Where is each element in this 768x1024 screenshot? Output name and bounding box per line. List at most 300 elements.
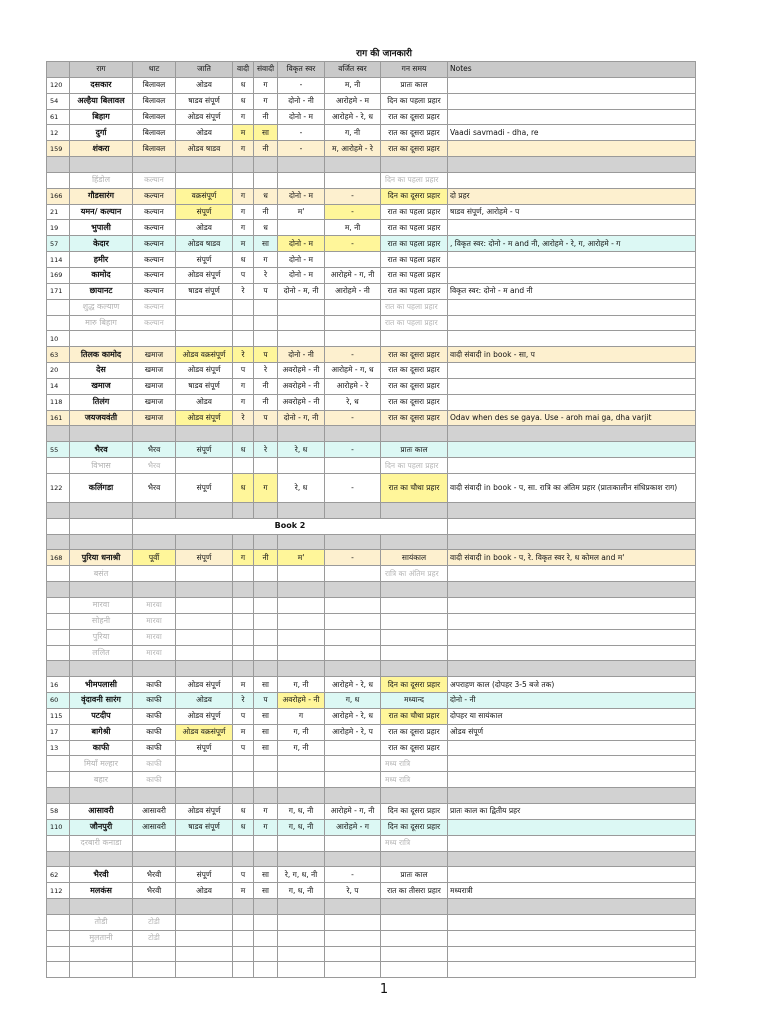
cell-raag <box>70 518 133 534</box>
cell-samvaadi: ग <box>254 77 278 93</box>
cell-varjit-swar: - <box>325 442 381 458</box>
cell-number <box>47 629 70 645</box>
cell-vikrit-swar: ग, नी <box>278 724 325 740</box>
cell-thaat <box>133 582 176 598</box>
cell-thaat: कल्यान <box>133 172 176 188</box>
cell-vaadi <box>233 315 254 331</box>
cell-varjit-swar: आरोहमे - रे, ध <box>325 109 381 125</box>
cell-jaati <box>176 157 233 173</box>
cell-vikrit-swar: अवरोहमे - नी <box>278 363 325 379</box>
cell-vaadi <box>233 788 254 804</box>
cell-notes: मध्यरात्री <box>448 883 696 899</box>
cell-varjit-swar <box>325 582 381 598</box>
cell-thaat <box>133 566 176 582</box>
cell-varjit-swar: रे, ध <box>325 394 381 410</box>
raag-table <box>46 61 696 978</box>
cell-gaan-samay <box>381 426 448 442</box>
cell-vikrit-swar <box>278 426 325 442</box>
table-row <box>47 109 696 125</box>
cell-samvaadi <box>254 629 278 645</box>
cell-jaati <box>176 899 233 915</box>
cell-varjit-swar <box>325 914 381 930</box>
cell-jaati <box>176 645 233 661</box>
cell-jaati <box>176 299 233 315</box>
cell-raag <box>70 788 133 804</box>
cell-thaat: बिलावल <box>133 141 176 157</box>
cell-number: 122 <box>47 473 70 502</box>
table-row <box>47 442 696 458</box>
cell-vikrit-swar <box>278 914 325 930</box>
cell-jaati: ओडव षाडव <box>176 236 233 252</box>
header-cell-number <box>47 62 70 78</box>
cell-raag: हमीर <box>70 252 133 268</box>
cell-vikrit-swar <box>278 962 325 978</box>
cell-number <box>47 772 70 788</box>
cell-jaati <box>176 582 233 598</box>
table-row <box>47 772 696 788</box>
cell-notes: दोपहर या सायंकाल <box>448 708 696 724</box>
header-cell-raag: राग <box>70 62 133 78</box>
cell-vaadi: रे <box>233 283 254 299</box>
cell-raag: कामोद <box>70 267 133 283</box>
cell-vikrit-swar: दोनो - म <box>278 109 325 125</box>
cell-gaan-samay <box>381 946 448 962</box>
cell-thaat: बिलावल <box>133 109 176 125</box>
cell-varjit-swar <box>325 299 381 315</box>
cell-jaati <box>176 458 233 474</box>
cell-raag: हिंडोल <box>70 172 133 188</box>
cell-raag <box>70 851 133 867</box>
cell-vaadi <box>233 172 254 188</box>
cell-number <box>47 645 70 661</box>
cell-jaati <box>176 772 233 788</box>
cell-vikrit-swar: - <box>278 77 325 93</box>
cell-samvaadi <box>254 299 278 315</box>
cell-gaan-samay: दिन का दूसरा प्रहार <box>381 677 448 693</box>
cell-vaadi: प <box>233 267 254 283</box>
cell-varjit-swar <box>325 946 381 962</box>
cell-number: 12 <box>47 125 70 141</box>
cell-number: 161 <box>47 410 70 426</box>
table-row <box>47 819 696 835</box>
cell-vaadi: ग <box>233 204 254 220</box>
cell-gaan-samay: मध्य रात्रि <box>381 835 448 851</box>
table-row <box>47 299 696 315</box>
cell-notes <box>448 914 696 930</box>
cell-jaati: संपूर्ण <box>176 867 233 883</box>
cell-vaadi: प <box>233 363 254 379</box>
cell-varjit-swar: आरोहमे - ग <box>325 819 381 835</box>
cell-number: 21 <box>47 204 70 220</box>
cell-thaat: खमाज <box>133 378 176 394</box>
table-row <box>47 315 696 331</box>
cell-samvaadi <box>254 172 278 188</box>
cell-raag: मारवा <box>70 598 133 614</box>
table-row <box>47 125 696 141</box>
cell-varjit-swar: - <box>325 410 381 426</box>
cell-jaati <box>176 914 233 930</box>
cell-vikrit-swar: दोनो - नी <box>278 347 325 363</box>
cell-jaati <box>176 629 233 645</box>
cell-gaan-samay: रात का दूसरा प्रहार <box>381 740 448 756</box>
cell-gaan-samay <box>381 962 448 978</box>
cell-varjit-swar <box>325 458 381 474</box>
cell-gaan-samay: दिन का दूसरा प्रहार <box>381 188 448 204</box>
cell-jaati: ओडव वक्रसंपूर्ण <box>176 724 233 740</box>
cell-raag: पटदीप <box>70 708 133 724</box>
cell-gaan-samay <box>381 899 448 915</box>
cell-varjit-swar: आरोहमे - रे, प <box>325 724 381 740</box>
cell-number: 169 <box>47 267 70 283</box>
cell-notes <box>448 867 696 883</box>
cell-vaadi: प <box>233 740 254 756</box>
cell-vaadi <box>233 458 254 474</box>
cell-vikrit-swar <box>278 582 325 598</box>
cell-gaan-samay <box>381 502 448 518</box>
cell-notes: वादी संवादी in book - सा, प <box>448 347 696 363</box>
cell-number: 16 <box>47 677 70 693</box>
cell-notes <box>448 252 696 268</box>
cell-thaat: खमाज <box>133 363 176 379</box>
table-row <box>47 550 696 566</box>
cell-jaati <box>176 661 233 677</box>
cell-raag: कलिंगडा <box>70 473 133 502</box>
table-row <box>47 867 696 883</box>
cell-thaat: कल्यान <box>133 236 176 252</box>
cell-thaat: कल्यान <box>133 315 176 331</box>
cell-samvaadi <box>254 613 278 629</box>
cell-vikrit-swar: दोनो - म <box>278 236 325 252</box>
cell-notes <box>448 157 696 173</box>
cell-vikrit-swar <box>278 299 325 315</box>
cell-raag: विभास <box>70 458 133 474</box>
cell-jaati: ओडव <box>176 220 233 236</box>
cell-thaat: काफी <box>133 724 176 740</box>
table-row <box>47 930 696 946</box>
cell-jaati <box>176 315 233 331</box>
cell-raag: शंकरा <box>70 141 133 157</box>
cell-number <box>47 661 70 677</box>
cell-vikrit-swar <box>278 756 325 772</box>
cell-samvaadi <box>254 962 278 978</box>
cell-varjit-swar <box>325 645 381 661</box>
cell-gaan-samay: मध्य रात्रि <box>381 756 448 772</box>
cell-thaat <box>133 426 176 442</box>
cell-raag: छायानट <box>70 283 133 299</box>
cell-varjit-swar: आरोहमे - रे, ध <box>325 708 381 724</box>
cell-gaan-samay: रात का दूसरा प्रहार <box>381 109 448 125</box>
cell-notes: दो प्रहर <box>448 188 696 204</box>
cell-jaati: ओडव <box>176 77 233 93</box>
cell-thaat: काफी <box>133 740 176 756</box>
cell-number: 115 <box>47 708 70 724</box>
cell-number: 171 <box>47 283 70 299</box>
cell-gaan-samay: दिन का पहला प्रहार <box>381 172 448 188</box>
cell-notes <box>448 582 696 598</box>
cell-vikrit-swar: अवरोहमे - नी <box>278 378 325 394</box>
cell-varjit-swar: आरोहमे - ग, नी <box>325 803 381 819</box>
page-number: 1 <box>379 982 389 997</box>
cell-number <box>47 172 70 188</box>
cell-thaat: कल्यान <box>133 188 176 204</box>
cell-varjit-swar: आरोहमे - ग, नी <box>325 267 381 283</box>
cell-number: 13 <box>47 740 70 756</box>
cell-vikrit-swar <box>278 835 325 851</box>
cell-number: 166 <box>47 188 70 204</box>
cell-vaadi <box>233 426 254 442</box>
table-row <box>47 347 696 363</box>
cell-vikrit-swar: रे, ध <box>278 442 325 458</box>
cell-thaat: कल्यान <box>133 204 176 220</box>
cell-raag: वृंदावनी सारंग <box>70 693 133 709</box>
cell-varjit-swar: ग, नी <box>325 125 381 141</box>
cell-notes <box>448 93 696 109</box>
cell-raag: सोहनी <box>70 613 133 629</box>
cell-jaati: ओडव संपूर्ण <box>176 803 233 819</box>
table-row <box>47 394 696 410</box>
cell-notes <box>448 962 696 978</box>
separator-row <box>47 788 696 804</box>
cell-thaat: कल्यान <box>133 252 176 268</box>
cell-jaati <box>176 172 233 188</box>
cell-notes <box>448 819 696 835</box>
cell-gaan-samay: प्रातः काल <box>381 867 448 883</box>
cell-notes <box>448 363 696 379</box>
table-row <box>47 172 696 188</box>
cell-notes <box>448 299 696 315</box>
table-row <box>47 677 696 693</box>
table-row <box>47 883 696 899</box>
cell-vikrit-swar <box>278 613 325 629</box>
cell-number: 63 <box>47 347 70 363</box>
cell-vaadi <box>233 613 254 629</box>
cell-raag: पुरिया <box>70 629 133 645</box>
cell-samvaadi <box>254 851 278 867</box>
cell-jaati: ओडव संपूर्ण <box>176 267 233 283</box>
cell-thaat <box>133 502 176 518</box>
cell-notes <box>448 661 696 677</box>
header-cell-samvaadi: संवादी <box>254 62 278 78</box>
cell-varjit-swar <box>325 613 381 629</box>
separator-row <box>47 582 696 598</box>
cell-gaan-samay <box>381 661 448 677</box>
cell-vikrit-swar <box>278 566 325 582</box>
table-row <box>47 378 696 394</box>
cell-raag: आसावरी <box>70 803 133 819</box>
separator-row <box>47 851 696 867</box>
cell-jaati: ओडव <box>176 883 233 899</box>
cell-thaat: मारवा <box>133 629 176 645</box>
cell-vikrit-swar: ग, नी <box>278 677 325 693</box>
cell-gaan-samay: मध्य रात्रि <box>381 772 448 788</box>
cell-number <box>47 598 70 614</box>
cell-number <box>47 518 70 534</box>
cell-jaati <box>176 534 233 550</box>
cell-gaan-samay: दिन का दूसरा प्रहार <box>381 819 448 835</box>
cell-vikrit-swar: ग, ध, नी <box>278 883 325 899</box>
cell-samvaadi: नी <box>254 204 278 220</box>
cell-samvaadi <box>254 946 278 962</box>
cell-vikrit-swar <box>278 661 325 677</box>
cell-thaat: कल्यान <box>133 267 176 283</box>
cell-jaati <box>176 613 233 629</box>
cell-notes: अपराहण काल (दोपहर 3-5 बजे तक) <box>448 677 696 693</box>
cell-varjit-swar <box>325 661 381 677</box>
cell-samvaadi <box>254 566 278 582</box>
cell-jaati: ओडव संपूर्ण <box>176 677 233 693</box>
cell-raag: शुद्ध कल्याण <box>70 299 133 315</box>
cell-notes <box>448 645 696 661</box>
separator-row <box>47 534 696 550</box>
cell-vikrit-swar: रे, ग, ध, नी <box>278 867 325 883</box>
cell-notes: , विकृत स्वर: दोनो - म and नी, आरोहमे - रे, ग, आरोहमे - ग <box>448 236 696 252</box>
cell-number: 114 <box>47 252 70 268</box>
cell-thaat: खमाज <box>133 347 176 363</box>
cell-varjit-swar <box>325 534 381 550</box>
cell-samvaadi <box>254 582 278 598</box>
cell-samvaadi: प <box>254 693 278 709</box>
cell-gaan-samay <box>381 914 448 930</box>
cell-thaat: टोडी <box>133 930 176 946</box>
cell-vikrit-swar: - <box>278 141 325 157</box>
cell-jaati: ओडव षाडव <box>176 141 233 157</box>
cell-raag: भीमपलासी <box>70 677 133 693</box>
cell-jaati: ओडव संपूर्ण <box>176 708 233 724</box>
cell-notes <box>448 629 696 645</box>
cell-thaat: काफी <box>133 772 176 788</box>
cell-raag: ललित <box>70 645 133 661</box>
cell-gaan-samay: रात का पहला प्रहार <box>381 236 448 252</box>
table-row <box>47 141 696 157</box>
table-row <box>47 220 696 236</box>
cell-gaan-samay: रात का तीसरा प्रहार <box>381 883 448 899</box>
cell-number: 57 <box>47 236 70 252</box>
cell-notes: Odav when des se gaya. Use - aroh mai ga, dha varjit <box>448 410 696 426</box>
cell-vaadi <box>233 756 254 772</box>
cell-raag: दरबारी कनाडा <box>70 835 133 851</box>
cell-samvaadi: सा <box>254 724 278 740</box>
cell-samvaadi <box>254 502 278 518</box>
cell-samvaadi: सा <box>254 125 278 141</box>
separator-row <box>47 157 696 173</box>
table-row <box>47 835 696 851</box>
cell-gaan-samay: रात का पहला प्रहार <box>381 220 448 236</box>
table-row <box>47 724 696 740</box>
cell-varjit-swar <box>325 331 381 347</box>
cell-gaan-samay: रात का दूसरा प्रहार <box>381 724 448 740</box>
cell-vikrit-swar <box>278 629 325 645</box>
cell-thaat: भैरव <box>133 442 176 458</box>
cell-number <box>47 315 70 331</box>
cell-vikrit-swar <box>278 930 325 946</box>
cell-samvaadi: नी <box>254 550 278 566</box>
cell-notes <box>448 141 696 157</box>
cell-vaadi <box>233 962 254 978</box>
cell-vaadi: रे <box>233 347 254 363</box>
cell-raag: भैरवी <box>70 867 133 883</box>
cell-thaat <box>133 157 176 173</box>
table-row <box>47 473 696 502</box>
cell-varjit-swar <box>325 788 381 804</box>
cell-number <box>47 613 70 629</box>
cell-samvaadi: ध <box>254 220 278 236</box>
cell-raag <box>70 661 133 677</box>
header-cell-vikrit-swar: विकृत स्वर <box>278 62 325 78</box>
cell-vaadi: प <box>233 708 254 724</box>
cell-raag: जौनपुरी <box>70 819 133 835</box>
cell-number <box>47 157 70 173</box>
cell-jaati: वक्रसंपूर्ण <box>176 188 233 204</box>
cell-samvaadi <box>254 534 278 550</box>
cell-gaan-samay: रात का पहला प्रहार <box>381 299 448 315</box>
cell-jaati: ओडव संपूर्ण <box>176 410 233 426</box>
cell-vaadi: ध <box>233 442 254 458</box>
cell-gaan-samay <box>381 331 448 347</box>
cell-gaan-samay: प्रातः काल <box>381 442 448 458</box>
cell-jaati: ओडव वक्रसंपूर्ण <box>176 347 233 363</box>
cell-vikrit-swar <box>278 331 325 347</box>
cell-samvaadi: सा <box>254 236 278 252</box>
cell-notes <box>448 267 696 283</box>
cell-raag <box>70 502 133 518</box>
cell-number: 110 <box>47 819 70 835</box>
cell-thaat: खमाज <box>133 394 176 410</box>
cell-jaati: संपूर्ण <box>176 740 233 756</box>
cell-gaan-samay <box>381 157 448 173</box>
cell-number <box>47 899 70 915</box>
cell-notes: Vaadi savmadi - dha, re <box>448 125 696 141</box>
cell-number <box>47 502 70 518</box>
cell-samvaadi: सा <box>254 883 278 899</box>
cell-samvaadi: रे <box>254 442 278 458</box>
cell-raag <box>70 962 133 978</box>
cell-varjit-swar <box>325 598 381 614</box>
cell-samvaadi: प <box>254 410 278 426</box>
cell-vikrit-swar: ग, ध, नी <box>278 803 325 819</box>
cell-gaan-samay: रात का पहला प्रहार <box>381 315 448 331</box>
cell-varjit-swar: आरोहमे - म <box>325 93 381 109</box>
cell-varjit-swar <box>325 629 381 645</box>
cell-vaadi <box>233 299 254 315</box>
cell-vaadi <box>233 914 254 930</box>
cell-number <box>47 930 70 946</box>
cell-vaadi: ध <box>233 252 254 268</box>
cell-number <box>47 458 70 474</box>
cell-thaat <box>133 835 176 851</box>
cell-vaadi <box>233 946 254 962</box>
cell-notes <box>448 518 696 534</box>
cell-jaati: ओडव <box>176 394 233 410</box>
cell-gaan-samay: रात का दूसरा प्रहार <box>381 363 448 379</box>
cell-gaan-samay: रात का पहला प्रहार <box>381 204 448 220</box>
book-heading-row <box>47 518 696 534</box>
cell-vaadi: ग <box>233 109 254 125</box>
cell-varjit-swar: - <box>325 347 381 363</box>
cell-varjit-swar <box>325 835 381 851</box>
cell-vaadi: रे <box>233 410 254 426</box>
cell-gaan-samay: रात का पहला प्रहार <box>381 283 448 299</box>
cell-jaati <box>176 502 233 518</box>
cell-raag: अल्हैया बिलावल <box>70 93 133 109</box>
cell-varjit-swar: - <box>325 188 381 204</box>
cell-vaadi <box>233 661 254 677</box>
cell-notes: वादी संवादी in book - प, रे. विकृत स्वर रे, ध कोमल and म' <box>448 550 696 566</box>
cell-samvaadi: रे <box>254 267 278 283</box>
cell-jaati <box>176 788 233 804</box>
table-row <box>47 914 696 930</box>
cell-raag: यमन/ कल्यान <box>70 204 133 220</box>
cell-thaat: बिलावल <box>133 125 176 141</box>
